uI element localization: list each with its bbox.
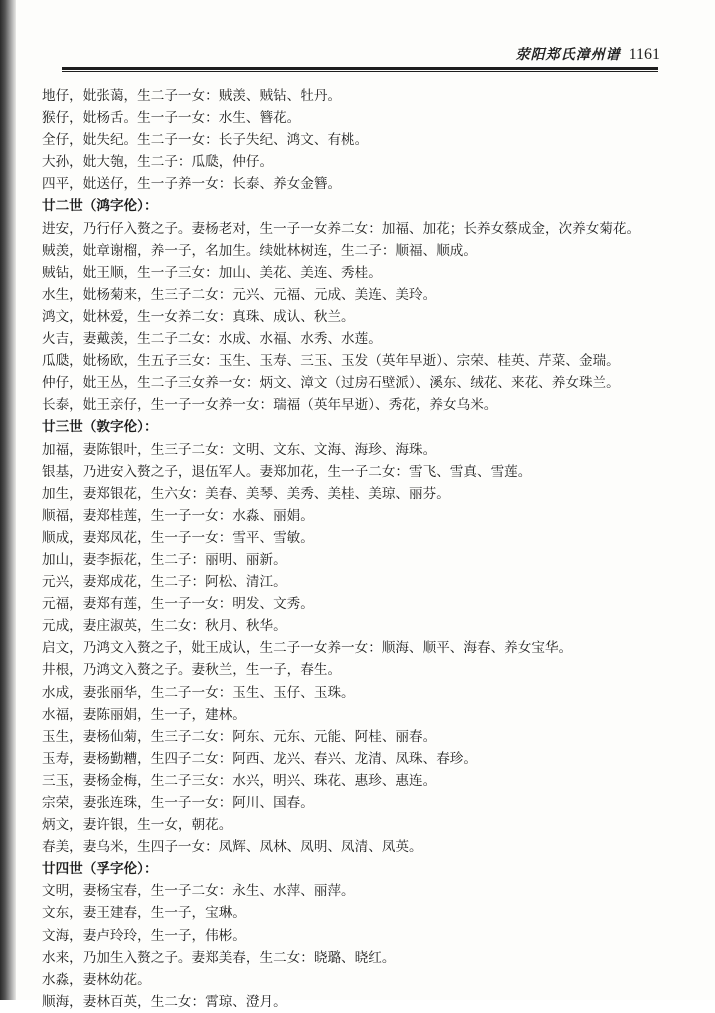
generation-heading: 廿二世（鸿字伦）： bbox=[42, 198, 158, 215]
genealogy-entry: 元成，妻庄淑英，生二女：秋月、秋华。 bbox=[42, 618, 287, 635]
genealogy-entry: 贼钻，妣王顺，生一子三女：加山、美花、美连、秀桂。 bbox=[42, 264, 382, 281]
genealogy-entry: 仲仔，妣王丛，生二子三女养一女：炳文、漳文（过房石壁派）、溪东、绒花、来花、养女珠兰。 bbox=[42, 375, 620, 392]
header-rule-thin bbox=[62, 71, 658, 72]
genealogy-entry: 长泰，妣王亲仔，生一子一女养一女：瑞福（英年早逝）、秀花，养女乌米。 bbox=[42, 397, 498, 414]
genealogy-entry: 顺海，妻林百英，生二女：霄琼、澄月。 bbox=[42, 993, 287, 1010]
genealogy-entry: 加福，妻陈银叶，生三子二女：文明、文东、文海、海珍、海珠。 bbox=[42, 441, 437, 458]
page-binding-shadow bbox=[0, 0, 16, 1000]
genealogy-entry: 水生，妣杨菊来，生三子二女：元兴、元福、元成、美连、美玲。 bbox=[42, 286, 437, 303]
genealogy-text bbox=[42, 85, 662, 1013]
genealogy-entry: 鸿文，妣林爱，生一女养二女：真珠、成认、秋兰。 bbox=[42, 308, 355, 325]
genealogy-entry: 春美，妻乌米，生四子一女：凤辉、凤林、凤明、凤清、凤英。 bbox=[42, 839, 423, 856]
genealogy-entry: 水淼，妻林幼花。 bbox=[42, 971, 151, 988]
genealogy-entry: 宗荣，妻张连珠，生一子一女：阿川、国春。 bbox=[42, 795, 314, 811]
genealogy-entry: 三玉，妻杨金梅，生二子三女：水兴，明兴、珠花、惠珍、惠连。 bbox=[42, 772, 437, 789]
genealogy-entry: 瓜瓞，妣杨欧，生五子三女：玉生、玉寿、三玉、玉发（英年早逝）、宗荣、桂英、芹菜、金瑞。 bbox=[42, 353, 620, 370]
genealogy-entry: 文海，妻卢玲玲，生一子，伟彬。 bbox=[42, 927, 246, 944]
genealogy-entry: 文东，妻王建春，生一子，宝琳。 bbox=[42, 905, 246, 922]
genealogy-entry: 元兴，妻郑成花，生二子：阿松、清江。 bbox=[42, 574, 287, 591]
genealogy-entry: 顺成，妻郑凤花，生一子一女：雪平、雪敏。 bbox=[42, 529, 314, 546]
genealogy-entry: 银基，乃进安入赘之子，退伍军人。妻郑加花，生一子二女：雪飞、雪真、雪莲。 bbox=[42, 463, 532, 480]
genealogy-entry: 启文，乃鸿文入赘之子，妣王成认，生二子一女养一女：顺海、顺平、海春、养女宝华。 bbox=[42, 640, 573, 657]
genealogy-entry: 火吉，妻戴羡，生二子二女：水成、水福、水秀、水莲。 bbox=[42, 331, 382, 348]
genealogy-entry: 猴仔，妣杨舌。生一子一女：水生、簪花。 bbox=[42, 110, 301, 127]
genealogy-entry: 全仔，妣失纪。生二子一女：长子失纪、鸿文、有桃。 bbox=[42, 132, 369, 149]
book-title: 荥阳郑氏漳州谱 bbox=[515, 47, 621, 63]
running-header bbox=[460, 44, 660, 64]
generation-heading: 廿三世（敦字伦）： bbox=[42, 419, 158, 436]
genealogy-entry: 井根，乃鸿文入赘之子。妻秋兰，生一子，春生。 bbox=[42, 662, 342, 679]
genealogy-entry: 地仔，妣张蔼，生二子一女：贼羡、贼钻、牡丹。 bbox=[42, 88, 342, 104]
genealogy-entry: 文明，妻杨宝春，生一子二女：永生、水萍、丽萍。 bbox=[42, 883, 355, 900]
genealogy-entry: 四平，妣送仔，生一子养一女：长泰、养女金簪。 bbox=[42, 176, 342, 193]
genealogy-entry: 炳文，妻许银，生一女，朝花。 bbox=[42, 817, 233, 834]
genealogy-entry: 水福，妻陈丽娟，生一子，建林。 bbox=[42, 706, 246, 723]
genealogy-entry: 水成，妻张丽华，生二子一女：玉生、玉仔、玉珠。 bbox=[42, 684, 355, 701]
genealogy-entry: 水来，乃加生入赘之子。妻郑美春，生二女：晓璐、晓红。 bbox=[42, 949, 396, 966]
genealogy-entry: 元福，妻郑有莲，生一子一女：明发、文秀。 bbox=[42, 596, 314, 613]
genealogy-entry: 进安，乃行仔入赘之子。妻杨老对，生一子一女养二女：加福、加花；长养女蔡成金，次养女菊花。 bbox=[42, 220, 641, 237]
genealogy-entry: 贼羡，妣章谢榴，养一子，名加生。续妣林树连，生二子：顺福、顺成。 bbox=[42, 242, 477, 259]
genealogy-entry: 玉寿，妻杨勤糟，生四子二女：阿西、龙兴、春兴、龙清、凤珠、春珍。 bbox=[42, 750, 477, 767]
genealogy-entry: 玉生，妻杨仙菊，生三子二女：阿东、元东、元能、阿桂、丽春。 bbox=[42, 728, 437, 745]
generation-heading: 廿四世（孚字伦）： bbox=[42, 861, 158, 878]
genealogy-entry: 加生，妻郑银花，生六女：美春、美琴、美秀、美桂、美琼、丽芬。 bbox=[42, 485, 450, 502]
genealogy-entry: 大孙，妣大匏，生二子：瓜瓞，仲仔。 bbox=[42, 154, 274, 171]
genealogy-entry: 顺福，妻郑桂莲，生一子一女：水淼、丽娟。 bbox=[42, 507, 314, 524]
header-rule-thick bbox=[62, 67, 658, 70]
page-number: 1161 bbox=[628, 46, 660, 63]
genealogy-entry: 加山，妻李振花，生二子：丽明、丽新。 bbox=[42, 551, 287, 568]
